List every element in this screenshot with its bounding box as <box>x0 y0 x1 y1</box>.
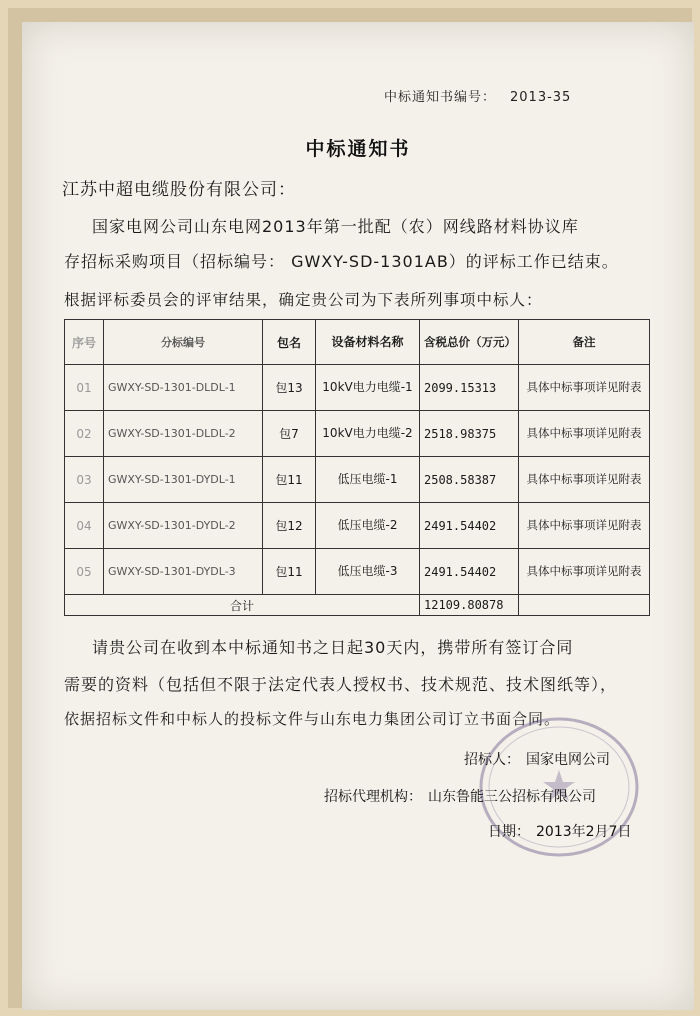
table-row <box>65 365 650 411</box>
agent-label: 招标代理机构： <box>324 789 422 805</box>
cell-seq: 03 <box>65 457 104 503</box>
cell-remark: 具体中标事项详见附表 <box>519 457 650 503</box>
cell-seq: 02 <box>65 411 104 457</box>
cell-material: 10kV电力电缆-1 <box>316 365 420 411</box>
cell-remark: 具体中标事项详见附表 <box>519 503 650 549</box>
header-price: 含税总价（万元） <box>420 320 519 365</box>
cell-package: 包11 <box>263 549 316 595</box>
header-code: 分标编号 <box>104 320 263 365</box>
cell-seq: 01 <box>65 365 104 411</box>
cell-price: 2508.58387 <box>420 457 519 503</box>
cell-price: 2518.98375 <box>420 411 519 457</box>
document-title: 中标通知书 <box>305 138 411 160</box>
header-remark: 备注 <box>519 320 650 365</box>
date-value: 2013年2月7日 <box>536 824 632 840</box>
total-value: 12109.80878 <box>420 595 519 616</box>
note-line-2: 需要的资料（包括但不限于法定代表人授权书、技术规范、技术图纸等）， <box>64 675 618 694</box>
cell-remark: 具体中标事项详见附表 <box>519 549 650 595</box>
salutation: 江苏中超电缆股份有限公司： <box>62 180 296 200</box>
award-table <box>64 319 650 616</box>
header-package: 包名 <box>263 320 316 365</box>
cell-package: 包13 <box>263 365 316 411</box>
table-header-row <box>65 320 650 365</box>
table-row <box>65 411 650 457</box>
table-row <box>65 549 650 595</box>
header-seq: 序号 <box>65 320 104 365</box>
cell-code: GWXY-SD-1301-DYDL-2 <box>104 503 263 549</box>
signature-date <box>488 821 631 841</box>
body-line-3: 根据评标委员会的评审结果，确定贵公司为下表所列事项中标人： <box>64 291 543 309</box>
cell-seq: 05 <box>65 549 104 595</box>
table-row <box>65 503 650 549</box>
cell-material: 低压电缆-1 <box>316 457 420 503</box>
cell-package: 包7 <box>263 411 316 457</box>
notice-number-value: 2013-35 <box>510 90 572 105</box>
total-remark-empty <box>519 595 650 616</box>
cell-material: 10kV电力电缆-2 <box>316 411 420 457</box>
cell-package: 包12 <box>263 503 316 549</box>
note-line-1: 请贵公司在收到本中标通知书之日起30天内，携带所有签订合同 <box>92 638 574 657</box>
cell-material: 低压电缆-3 <box>316 549 420 595</box>
notice-number <box>384 86 571 105</box>
tenderer-label: 招标人： <box>464 752 520 768</box>
cell-code: GWXY-SD-1301-DYDL-3 <box>104 549 263 595</box>
total-label: 合计 <box>65 595 420 616</box>
date-label: 日期： <box>488 824 530 840</box>
document-paper <box>22 22 694 1010</box>
tenderer-name: 国家电网公司 <box>526 752 610 768</box>
tenderer-signature <box>464 749 610 769</box>
cell-package: 包11 <box>263 457 316 503</box>
notice-number-label: 中标通知书编号： <box>384 90 497 105</box>
cell-price: 2491.54402 <box>420 503 519 549</box>
body-line-2: 存招标采购项目（招标编号： GWXY-SD-1301AB）的评标工作已结束。 <box>64 252 619 271</box>
agent-signature <box>324 786 596 806</box>
agent-name: 山东鲁能三公招标有限公司 <box>428 789 596 805</box>
cell-remark: 具体中标事项详见附表 <box>519 365 650 411</box>
cell-code: GWXY-SD-1301-DLDL-2 <box>104 411 263 457</box>
cell-price: 2491.54402 <box>420 549 519 595</box>
cell-material: 低压电缆-2 <box>316 503 420 549</box>
header-material: 设备材料名称 <box>316 320 420 365</box>
cell-seq: 04 <box>65 503 104 549</box>
cell-code: GWXY-SD-1301-DLDL-1 <box>104 365 263 411</box>
table-total-row <box>65 595 650 616</box>
table-row <box>65 457 650 503</box>
note-line-3: 依据招标文件和中标人的投标文件与山东电力集团公司订立书面合同。 <box>64 710 561 728</box>
cell-price: 2099.15313 <box>420 365 519 411</box>
cell-remark: 具体中标事项详见附表 <box>519 411 650 457</box>
cell-code: GWXY-SD-1301-DYDL-1 <box>104 457 263 503</box>
body-line-1: 国家电网公司山东电网2013年第一批配（农）网线路材料协议库 <box>92 217 579 236</box>
